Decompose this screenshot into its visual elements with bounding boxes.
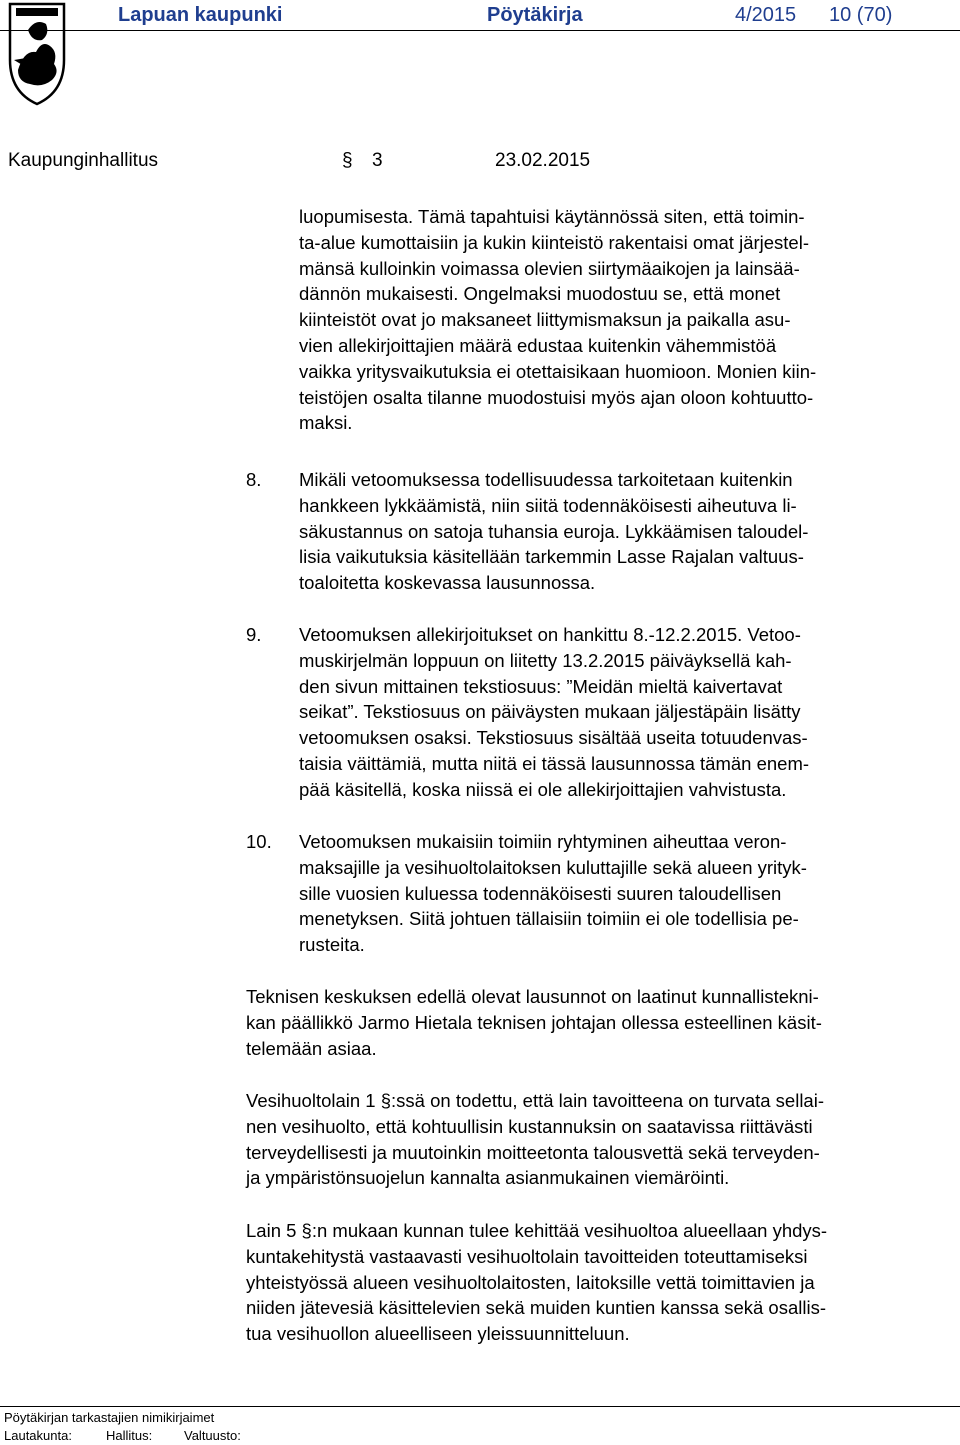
text-line: Vetoomuksen allekirjoitukset on hankittu 8.-12.2.2015. Vetoo- xyxy=(299,624,801,645)
technical-centre-paragraph xyxy=(246,984,822,1061)
text-line: muskirjelmän loppuun on liitetty 13.2.2015 päiväyksellä kah- xyxy=(299,649,792,671)
text-line: yhteistyössä alueen vesihuoltolaitosten, laitoksille vettä toimittavien ja xyxy=(246,1271,815,1293)
section-5-paragraph xyxy=(246,1218,827,1347)
meeting-body: Kaupunginhallitus xyxy=(8,150,159,171)
text-line: Lain 5 §:n mukaan kunnan tulee kehittää vesihuoltoa alueellaan yhdys- xyxy=(246,1220,828,1241)
document-number: 4/2015 xyxy=(735,4,797,26)
item-number: 10. xyxy=(246,831,272,852)
text-line: vien allekirjoittajien määrä edustaa kuitenkin vähemmistöä xyxy=(299,334,777,356)
text-line: Vesihuoltolain 1 §:ssä on todettu, että lain tavoitteena on turvata sellai- xyxy=(246,1090,824,1111)
text-line: Vetoomuksen mukaisiin toimiin ryhtyminen aiheuttaa veron- xyxy=(299,831,787,852)
org-name: Lapuan kaupunki xyxy=(118,4,283,26)
item-9-paragraph xyxy=(299,622,809,803)
section-sign-icon: § xyxy=(342,150,353,171)
text-line: Teknisen keskuksen edellä olevat lausunnot on laatinut kunnallistekni- xyxy=(246,986,819,1007)
text-line: terveydellisesti ja muutoinkin moitteetonta talousvettä sekä terveyden- xyxy=(246,1141,820,1163)
text-line: kuntakehitystä vastaavasti vesihuoltolain tavoitteiden toteuttamiseksi xyxy=(246,1245,808,1267)
text-line: vaikka yritysvaikutuksia ei otettaisikaan huomioon. Monien kiin- xyxy=(299,360,817,382)
footer-divider xyxy=(0,1406,960,1407)
item-number: 8. xyxy=(246,469,262,490)
text-line: kiinteistöt ovat jo maksaneet liittymismaksun ja paikalla asu- xyxy=(299,309,791,331)
footer-committee-label: Lautakunta: xyxy=(4,1428,72,1443)
water-services-act-paragraph xyxy=(246,1088,824,1191)
text-line: teistöjen osalta tilanne muodostuisi myös ajan oloon kohtuutto- xyxy=(299,386,814,408)
text-line: hankkeen lykkäämistä, niin siitä todennäköisesti aiheutuva li- xyxy=(299,494,797,516)
text-line: kan päällikkö Jarmo Hietala teknisen johtajan ollessa esteellinen käsit- xyxy=(246,1011,822,1033)
text-line: nen vesihuolto, että kohtuullisin kustannuksin on saatavissa riittävästi xyxy=(246,1115,813,1137)
page-number: 10 (70) xyxy=(829,4,893,26)
text-line: dännön mukaisesti. Ongelmaksi muodostuu se, että monet xyxy=(299,283,781,305)
text-line: tua vesihuollon alueelliseen yleissuunnitteluun. xyxy=(246,1323,630,1345)
text-line: menetyksen. Siitä johtuen tällaisiin toimiin ei ole todellisia pe- xyxy=(299,908,799,930)
text-line: lisia vaikutuksia käsitellään tarkemmin Lasse Rajalan valtuus- xyxy=(299,546,804,568)
section-number: 3 xyxy=(372,150,383,171)
text-line: seikat”. Tekstiosuus on päiväysten mukaan jäljestäpäin lisätty xyxy=(299,701,801,723)
text-line: telemään asiaa. xyxy=(246,1037,377,1059)
text-line: sille vuosien kuluessa todennäköisesti suuren taloudellisen xyxy=(299,882,782,904)
text-line: säkustannus on satoja tuhansia euroja. Lykkäämisen taloudel- xyxy=(299,520,809,542)
document-type: Pöytäkirja xyxy=(487,4,583,26)
text-line: mänsä kulloinkin voimassa olevien siirtymäaikojen ja lainsää- xyxy=(299,257,800,279)
footer-board-label: Hallitus: xyxy=(106,1428,153,1443)
footer-council-label: Valtuusto: xyxy=(184,1428,241,1443)
text-line: toaloitetta koskevassa lausunnossa. xyxy=(299,572,596,594)
text-line: den sivun mittainen tekstiosuus: ”Meidän mieltä kaivertavat xyxy=(299,675,783,697)
intro-paragraph xyxy=(299,204,816,436)
footer-title: Pöytäkirjan tarkastajien nimikirjaimet xyxy=(4,1410,215,1425)
text-line: luopumisesta. Tämä tapahtuisi käytännössä siten, että toimin- xyxy=(299,206,805,227)
text-line: rusteita. xyxy=(299,934,365,956)
coat-of-arms-icon xyxy=(6,0,68,108)
text-line: ja ympäristönsuojelun kannalta asianmukainen viemäröinti. xyxy=(246,1167,730,1189)
text-line: maksajille ja vesihuoltolaitoksen kuluttajille sekä alueen yrityk- xyxy=(299,856,807,878)
text-line: taisia väittämiä, mutta niitä ei tässä lausunnossa tämän enem- xyxy=(299,752,810,774)
item-8-paragraph xyxy=(299,467,808,596)
header-divider xyxy=(0,30,960,31)
text-line: Mikäli vetoomuksessa todellisuudessa tarkoitetaan kuitenkin xyxy=(299,469,793,490)
text-line: vetoomuksen osaksi. Tekstiosuus sisältää useita totuudenvas- xyxy=(299,727,808,749)
item-number: 9. xyxy=(246,624,262,645)
text-line: niiden jätevesiä käsittelevien sekä muiden kuntien kanssa sekä osallis- xyxy=(246,1297,826,1319)
text-line: maksi. xyxy=(299,412,353,434)
meeting-date: 23.02.2015 xyxy=(495,150,591,171)
item-10-paragraph xyxy=(299,829,807,958)
text-line: ta-alue kumottaisiin ja kukin kiinteistö rakentaisi omat järjestel- xyxy=(299,231,809,253)
text-line: pää käsitellä, koska niissä ei ole allekirjoittajien vahvistusta. xyxy=(299,778,787,800)
